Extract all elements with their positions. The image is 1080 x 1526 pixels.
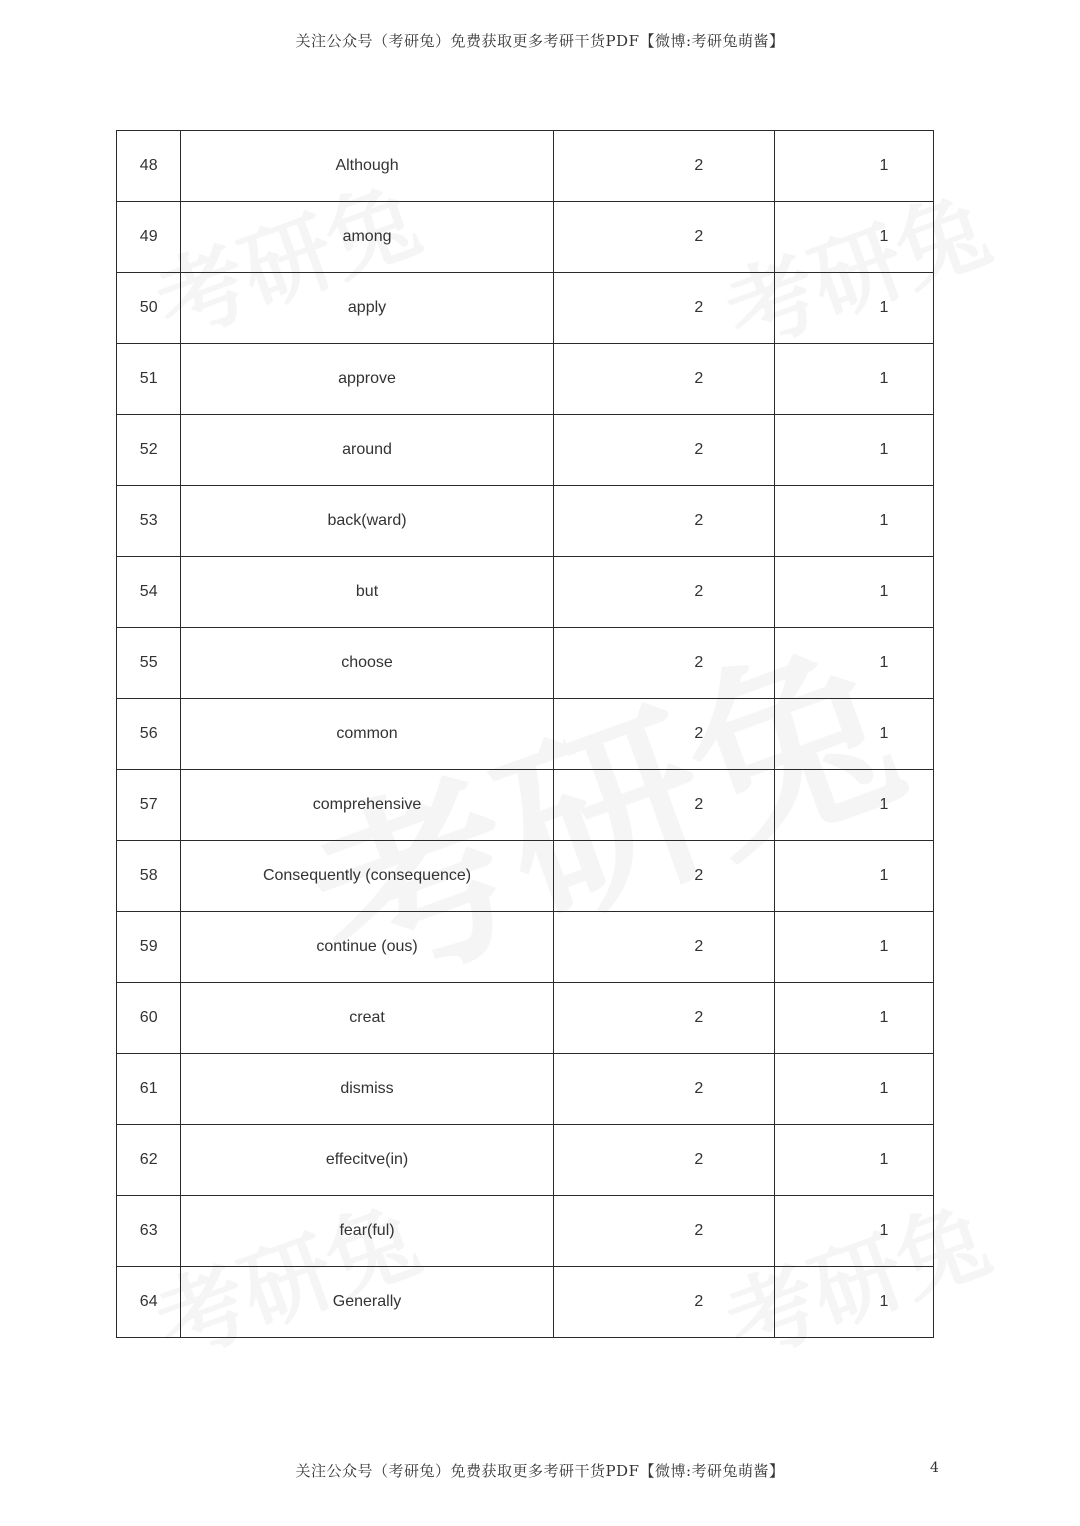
table-row — [117, 699, 934, 770]
row-word: fear(ful) — [181, 1196, 553, 1267]
row-count-a: 2 — [553, 1267, 774, 1338]
row-word: common — [181, 699, 553, 770]
row-count-a: 2 — [553, 628, 774, 699]
row-number: 64 — [117, 1267, 181, 1338]
row-number: 60 — [117, 983, 181, 1054]
table-row — [117, 841, 934, 912]
row-count-b: 1 — [775, 486, 934, 557]
row-count-a: 2 — [553, 131, 774, 202]
row-number: 62 — [117, 1125, 181, 1196]
row-word: comprehensive — [181, 770, 553, 841]
row-count-b: 1 — [775, 344, 934, 415]
row-count-b: 1 — [775, 131, 934, 202]
row-count-b: 1 — [775, 841, 934, 912]
row-count-b: 1 — [775, 912, 934, 983]
row-word: choose — [181, 628, 553, 699]
table-row — [117, 486, 934, 557]
row-count-b: 1 — [775, 1125, 934, 1196]
row-number: 52 — [117, 415, 181, 486]
row-count-a: 2 — [553, 1196, 774, 1267]
table-row — [117, 273, 934, 344]
row-count-b: 1 — [775, 415, 934, 486]
row-word: among — [181, 202, 553, 273]
vocabulary-table-body — [117, 131, 934, 1338]
table-row — [117, 912, 934, 983]
row-number: 59 — [117, 912, 181, 983]
row-word: approve — [181, 344, 553, 415]
row-number: 49 — [117, 202, 181, 273]
table-row — [117, 1196, 934, 1267]
row-number: 54 — [117, 557, 181, 628]
table-row — [117, 983, 934, 1054]
row-count-b: 1 — [775, 202, 934, 273]
table-row — [117, 628, 934, 699]
row-count-a: 2 — [553, 415, 774, 486]
table-row — [117, 1125, 934, 1196]
row-count-a: 2 — [553, 273, 774, 344]
row-count-a: 2 — [553, 770, 774, 841]
vocabulary-table — [116, 130, 934, 1338]
row-count-b: 1 — [775, 1196, 934, 1267]
row-count-a: 2 — [553, 344, 774, 415]
table-row — [117, 344, 934, 415]
row-word: but — [181, 557, 553, 628]
table-row — [117, 770, 934, 841]
row-count-a: 2 — [553, 841, 774, 912]
row-count-b: 1 — [775, 557, 934, 628]
table-row — [117, 1054, 934, 1125]
table-row — [117, 202, 934, 273]
row-word: Although — [181, 131, 553, 202]
row-word: dismiss — [181, 1054, 553, 1125]
row-count-b: 1 — [775, 699, 934, 770]
row-number: 58 — [117, 841, 181, 912]
row-count-b: 1 — [775, 1054, 934, 1125]
row-count-a: 2 — [553, 1125, 774, 1196]
row-count-a: 2 — [553, 486, 774, 557]
row-number: 56 — [117, 699, 181, 770]
row-word: Consequently (consequence) — [181, 841, 553, 912]
row-count-b: 1 — [775, 770, 934, 841]
row-count-a: 2 — [553, 1054, 774, 1125]
row-count-b: 1 — [775, 273, 934, 344]
row-number: 55 — [117, 628, 181, 699]
row-word: creat — [181, 983, 553, 1054]
row-number: 50 — [117, 273, 181, 344]
row-count-a: 2 — [553, 912, 774, 983]
row-count-b: 1 — [775, 983, 934, 1054]
table-row — [117, 415, 934, 486]
row-word: back(ward) — [181, 486, 553, 557]
row-count-a: 2 — [553, 202, 774, 273]
row-word: continue (ous) — [181, 912, 553, 983]
row-count-a: 2 — [553, 557, 774, 628]
row-number: 61 — [117, 1054, 181, 1125]
table-row — [117, 131, 934, 202]
row-word: around — [181, 415, 553, 486]
row-number: 48 — [117, 131, 181, 202]
row-count-a: 2 — [553, 983, 774, 1054]
row-number: 63 — [117, 1196, 181, 1267]
row-number: 57 — [117, 770, 181, 841]
row-number: 51 — [117, 344, 181, 415]
row-number: 53 — [117, 486, 181, 557]
page-header: 关注公众号（考研兔）免费获取更多考研干货PDF【微博:考研兔萌酱】 — [295, 32, 785, 50]
page-number: 4 — [930, 1460, 939, 1476]
row-count-b: 1 — [775, 628, 934, 699]
row-word: apply — [181, 273, 553, 344]
row-count-a: 2 — [553, 699, 774, 770]
table-row — [117, 1267, 934, 1338]
row-word: effecitve(in) — [181, 1125, 553, 1196]
row-word: Generally — [181, 1267, 553, 1338]
row-count-b: 1 — [775, 1267, 934, 1338]
page-footer: 关注公众号（考研兔）免费获取更多考研干货PDF【微博:考研兔萌酱】 — [295, 1462, 785, 1480]
table-row — [117, 557, 934, 628]
